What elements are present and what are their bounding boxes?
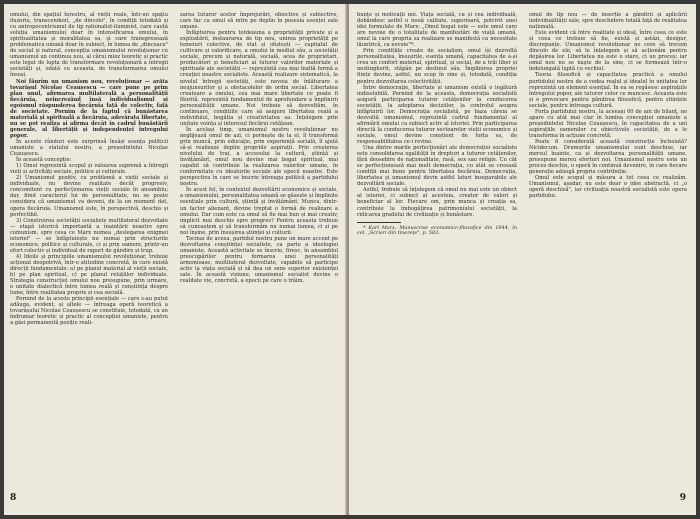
paragraph: Este evident că între realitate și ideal, între ceea ce este și ceea ce trebuie să fie, există și astăzi, desigur, discrepanțe. Umanismul revoluționar ne cere să trecem dincolo de ele, să le înțelegem și să acționăm pentru depășirea lor. Libertatea nu este o stare, ci un proces; iar omul nou nu se naște de la sine, ci se formează într-o îndelungată luptă cu vechiul.	[529, 30, 687, 73]
left-page-column-1	[10, 12, 168, 326]
paragraph: Astfel, trebuie să înțelegem că omul nu mai este un obiect al istoriei, ci subiect al acesteia, creator de valori și beneficiar al lor. Fiecare om, prin munca și creația sa, contribuie la îmbogățirea patrimoniului societății, la ridicarea gradului de civilizație și bunăstare.	[357, 187, 517, 218]
list-item: 1) Omul reprezintă scopul și valoarea supremă a întregii vieți și activități sociale, politice și culturale.	[10, 163, 168, 176]
paragraph: Pornind de la aceste principii esențiale — care s-au putut adăuga, evident, și altele — întreaga operă teoretică a tovarășului Nicolae Ceaușescu se constituie, totodată, ca un îndrumar teoretic și practic al concepției umaniste, pentru a găsi permanentă poziție reali-	[10, 296, 168, 327]
paragraph: Tocmai de aceea, partidul nostru pune un mare accent pe dezvoltarea conștiinței socialiste, ca parte a ideologiei umaniste. Această activitate se înscrie, firesc, în ansamblul preocupărilor pentru formarea unei personalități armonioase, multilateral dezvoltate, capabile să participe activ la viața socială și să dea un sens superior existenței sale. În această viziune, umanismul socialist devine o realitate vie, concretă, a epocii pe care o trăim.	[180, 235, 338, 285]
page-number: 9	[679, 493, 686, 503]
paragraph: Prin condițiile create de socialism, omul își dezvoltă personalitatea, însușirile, esența umană, capacitatea de a-și crea un confort material, spiritual, și social, de a trăi liber și nestingherit, stăpân pe destinul său. Împlinirea propriei ființe devine, astfel, un scop în sine și, totodată, condiția pentru dezvoltarea colectivității.	[357, 48, 517, 85]
paragraph: În același timp, umanismul nostru revoluționar nu neglijează omul de azi, ci pornește de la el, îl transformă prin muncă, prin educație, prin experiență socială, îl ajută să-și realizeze deplin propriile aspirații. Prin creșterea nivelului de trai, a accesului la cultură, știință și învățământ, omul nou devine mai bogat spiritual, mai capabil să contribuie la realizarea valorilor umane, în conformitate cu idealurile sociale ale epocii noastre. Este perspectiva în care se înscrie întreaga politică a partidului nostru.	[180, 126, 338, 188]
paragraph: Forța partidului nostru, la aceeași 60 de ani de bilanț, ne apare cu atât mai clar în lumina concepției umaniste a președintelui Nicolae Ceaușescu, în capacitatea de a uni aspirațiile oamenilor cu obiectivele societății, de a le transforma în acțiune concretă.	[529, 108, 687, 139]
page-number: 8	[10, 493, 17, 503]
paragraph: În această concepție:	[16, 157, 72, 164]
list-item: 4) Ideile și principiile umanismului revoluționar, trebuie acționat deopotrivă, într-o atitudine concretă, în care există direcții fundamentale: a) pe planul material al vieții sociale, b) pe plan spiritual, c) pe planul relațiilor individuale. Strategia construcției omului nou presupune, prin urmare, o unitate dialectică între lumea reală și conștiința despre lume, între realitatea proprie și cea socială.	[10, 253, 168, 297]
paragraph: În acest fel, în contextul dezvoltării economice și sociale, a umanismului, personalitatea umană se găsește și împlinite esențiale prin cultură, știință și învățământ. Munca, dintr-un factor alienant, devine treptat o formă de realizare a omului. Dar cum este ca omul să fie mai bun și mai creativ, implicit mai deschis spre progres? Pentru aceasta trebuie să cunoaștem și să transformăm nu numai lumea, ci și pe noi înșine, prin însușirea științei și culturii.	[180, 187, 338, 236]
footnote-divider	[357, 222, 401, 223]
paragraph: În aceste rânduri este surprinsă însăși esența politicii umaniste a statului nostru, a președintelui Nicolae Ceaușescu.	[10, 138, 168, 158]
quote-paragraph: bunțe și motivații noi. Viața socială, ca și cea individuală, dobândesc astfel o nouă calitate, superioară, potrivit unei idei formulate de Marx: „Omul bogat este — este omul care are nevoie de o totalitate de manifestări de viață umană, omul la care propria sa realizare se manifestă ca necesitate lăuntrică, ca nevoie"*.	[357, 12, 517, 49]
footnote: * Karl Marx, Manuscrise economico-filozofice din 1844, în col. „Scrieri din tinerețe", p. 583.	[357, 224, 517, 237]
left-page-column-2	[180, 12, 338, 284]
right-page-column-2	[529, 12, 687, 199]
paragraph: omul de tip nou — de inserție a gândirii și aplicării individualității sale, spre deschidere totală față de realitatea națională.	[529, 12, 687, 31]
paragraph: Teoria filosofică și capacitatea practică a omului partidului nostru de a vedea realul și idealul în unitatea lor reprezintă un element esențial. În ea se regăsesc aspirațiile întregului popor, ale tuturor celor ce muncesc. Aceasta este și o provocare pentru gândirea filosofică, pentru științele sociale, pentru întreaga cultură.	[529, 72, 687, 109]
right-page	[349, 4, 696, 515]
paragraph: Poate fi considerată această construcție încheiată? Nicidecum. Drumurile umanismului sunt deschise, iar mersul înainte, ca și dezvoltarea personalității umane, presupune mereu eforturi noi. Umanismul nostru este un proces deschis, o operă în continuă devenire, în care fiecare generație adaugă propria contribuție.	[529, 138, 687, 176]
paragraph: Una dintre marile perfecționări ale democrației socialiste este consolidarea egalității în drepturi a tuturor cetățenilor, fără deosebire de naționalitate, rasă, sex sau religie. Cu cât se perfecționează mai mult democrația, cu atât se creează condiții mai bune pentru libertatea fiecăruia. Democrația, libertatea și umanismul devin astfel laturi inseparabile ale dezvoltării sociale.	[357, 145, 517, 188]
right-page-column-1	[357, 12, 517, 237]
quote-paragraph: Noi făurim un umanism nou, revoluționar — arăta tovarășul Nicolae Ceaușescu — care pune pe prim plan unul, afirmarea multilaterală a personalității fiecăruia, neîncrezând însă individualismul și egoismul răspunderea fiecăruia față de colectiv, față de societate. Pornim de la faptul că bunăstarea materială și spirituală a fiecăruia, adevărata libertate, nu se pot realiza și afirma decât în cadrul bunăstării generale, al libertății și independenței întregului popor.	[10, 78, 168, 139]
paragraph: Între democrație, libertate și umanism există o legătură indisolubilă. Pornind de la aceasta, democrația socialistă asigură participarea tuturor cetățenilor la conducerea societății, la adoptarea deciziilor, la controlul asupra înfăptuirii lor. Democrația socialistă, pe baza căreia se dezvoltă umanismul, reprezintă cadrul fundamental al afirmării omului ca subiect activ al istoriei. Prin participarea directă la conducerea tuturor sectoarelor vieții economice și sociale, omul devine conștient de forța sa, de responsabilitatea ce-i revine.	[357, 84, 517, 145]
paragraph: Omul este scopul și măsura a tot ceea ce realizăm. Umanismul, așadar, nu este doar o idee abstractă, ci „o operă deschisă", iar civilizația noastră socialistă este opera partidului.	[529, 175, 687, 200]
paragraph: Înfăptuirea pentru totdeauna a proprietății private și a exploatării, instaurarea de tip nou, unirea proprietății pe temeiuri colective, de stat și obștești — capitalul de cultivare și valorificare, a omului în mediul său, a societății sociale, precum și naturală, socială, acea de proprietari, producători și beneficiari ai tuturor valorilor materiale și spirituale ale societății — reprezintă cea mai înaltă formă a creației noastre socialiste. Această realizare sistematică, la nivelul întregii societăți, este nevoia de înlăturare a neajunsurilor și a obstacolelor de ordin social. Libertatea creatoare a omului, cea mai mare libertate ce poate fi făurită, reprezintă fundamentul de aprofundare a împlinirii personalității umane. Noi trebuie să dezvoltăm, în continuare, condițiile care să asigure libertatea reală a individului, bogăția și creativitatea sa. Înțelegem prin unitate voința și interesul fiecărui cetățean.	[180, 30, 338, 127]
paragraph: omului, din spațiul terestru, al vieții reale, într-un spațiu iluzoriu, transcendent, „de dincolo", în condiții totodată și cu antropocentrismul de tip rationalist-iluminist, care caută soluția umanismului doar în intensificarea omului, în spiritualitatea și moralitatea sa, și care transgresează problematica umană doar în subiect, în lumea de „dincoace" de social și natural, concepția umanismului revoluționar cu umanismul un continuu nou, al cărui miez teoretic și practic este legat de lupta de transformare revoluționară a întregii societăți și, odată cu aceasta, de transformarea omului însuși.	[10, 12, 168, 79]
paragraph: zarea tuturor acelor împrejurări, obiective și subiective, care fac ca omul să intre pe deplin în posesia esenței sale umane.	[180, 12, 338, 31]
list-item: 3) Construirea societății socialiste multilateral dezvoltate — etapă istorică importantă a înaintării noastre spre comunism, spre ceea ce Marx numea „deslegarea enigmei istoriei" — se înfăptuiește nu numai prin structurile economice, politice și culturale, ci și prin oameni, printr-un efort colectiv și individual de raport de gândire și trup.	[10, 217, 168, 254]
left-page	[4, 4, 347, 515]
list-item: 2) Umanismul pozitiv, ca problemă a vieții sociale și individuale, nu devine realitate decât progresiv, concomitent cu perfecționarea vieții sociale în ansamblu; dar, fiind caracterul lui de personalitate, nu se poate considera că umanismul va deveni, de la un moment dat, opera fiecăruia. Umanismul este, în perspectivă, deschis și perfectibil.	[10, 175, 168, 218]
